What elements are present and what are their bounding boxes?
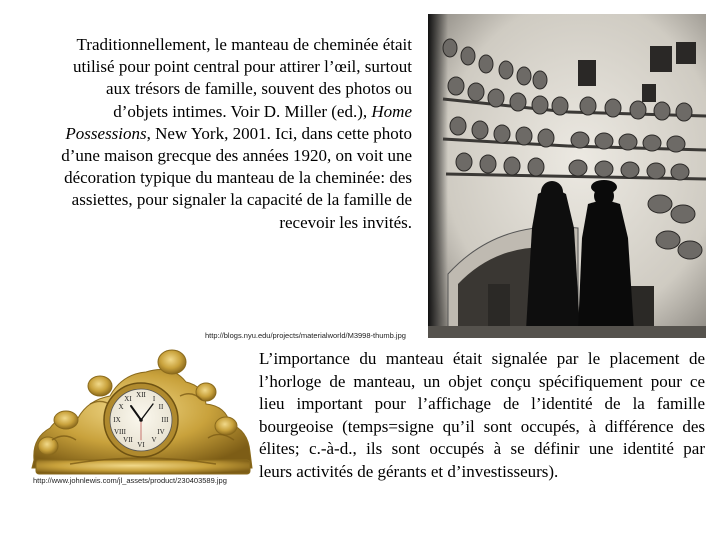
svg-text:XI: XI — [124, 395, 132, 403]
paragraph-top-line: utilisé pour point central pour attirer l’œil, surtout — [73, 57, 412, 77]
paragraph-top-line: assiettes, pour signaler la capacité de la famille de — [71, 190, 412, 210]
paragraph-bottom-line: L’importance du manteau était signalée par le placement de — [259, 349, 705, 368]
svg-text:VII: VII — [123, 436, 133, 444]
paragraph-top-line — [30, 101, 412, 123]
mantel-photo — [428, 14, 706, 338]
photo-source-url: http://blogs.nyu.edu/projects/materialworld/M3998-thumb.jpg — [205, 331, 406, 340]
paragraph-top-line — [30, 123, 412, 145]
paragraph-bottom-line: l’horloge de manteau, un objet conçu spécifiquement pour ce — [259, 371, 705, 391]
svg-text:IV: IV — [157, 428, 165, 436]
clock-source-url: http://www.johnlewis.com/jl_assets/product/230403589.jpg — [33, 476, 227, 485]
svg-text:V: V — [151, 436, 157, 444]
svg-text:III: III — [161, 416, 169, 424]
text-span: , New York, 2001. Ici, dans cette photo — [146, 123, 412, 143]
paragraph-bottom-line: bourgeoise (temps=signe qu’il sont occupés, à différence des — [259, 416, 705, 436]
svg-text:VI: VI — [137, 441, 145, 449]
paragraph-top-line: décoration typique du manteau de la cheminée: des — [64, 168, 412, 188]
mantel-clock-image — [30, 342, 255, 482]
paragraph-bottom-line: leurs activités de gérants et d’investisseurs). — [259, 461, 559, 481]
book-title-part: Possessions — [65, 123, 147, 143]
paragraph-top-line: d’une maison grecque des années 1920, on voit une — [61, 146, 412, 166]
svg-text:X: X — [118, 403, 124, 411]
svg-text:XII: XII — [136, 391, 146, 399]
paragraph-top-line: Traditionnellement, le manteau de cheminée était — [76, 35, 412, 54]
svg-text:VIII: VIII — [113, 428, 127, 436]
svg-text:I: I — [152, 395, 156, 403]
book-title-part: Home — [371, 101, 412, 121]
paragraph-top — [30, 34, 412, 234]
paragraph-bottom-line: lieu important pour l’affichage de l’identité de la famille — [259, 394, 705, 414]
paragraph-bottom-line: élites; c.-à-d., ils sont occupés à se définir une identité par — [259, 439, 705, 459]
svg-text:IX: IX — [113, 416, 121, 424]
svg-text:II: II — [158, 403, 164, 411]
paragraph-top-line: recevoir les invités. — [279, 212, 412, 232]
text-span: d’objets intimes. Voir D. Miller (ed.), — [113, 101, 372, 121]
paragraph-bottom — [259, 348, 705, 484]
paragraph-top-line: aux trésors de famille, souvent des photos ou — [106, 79, 412, 99]
